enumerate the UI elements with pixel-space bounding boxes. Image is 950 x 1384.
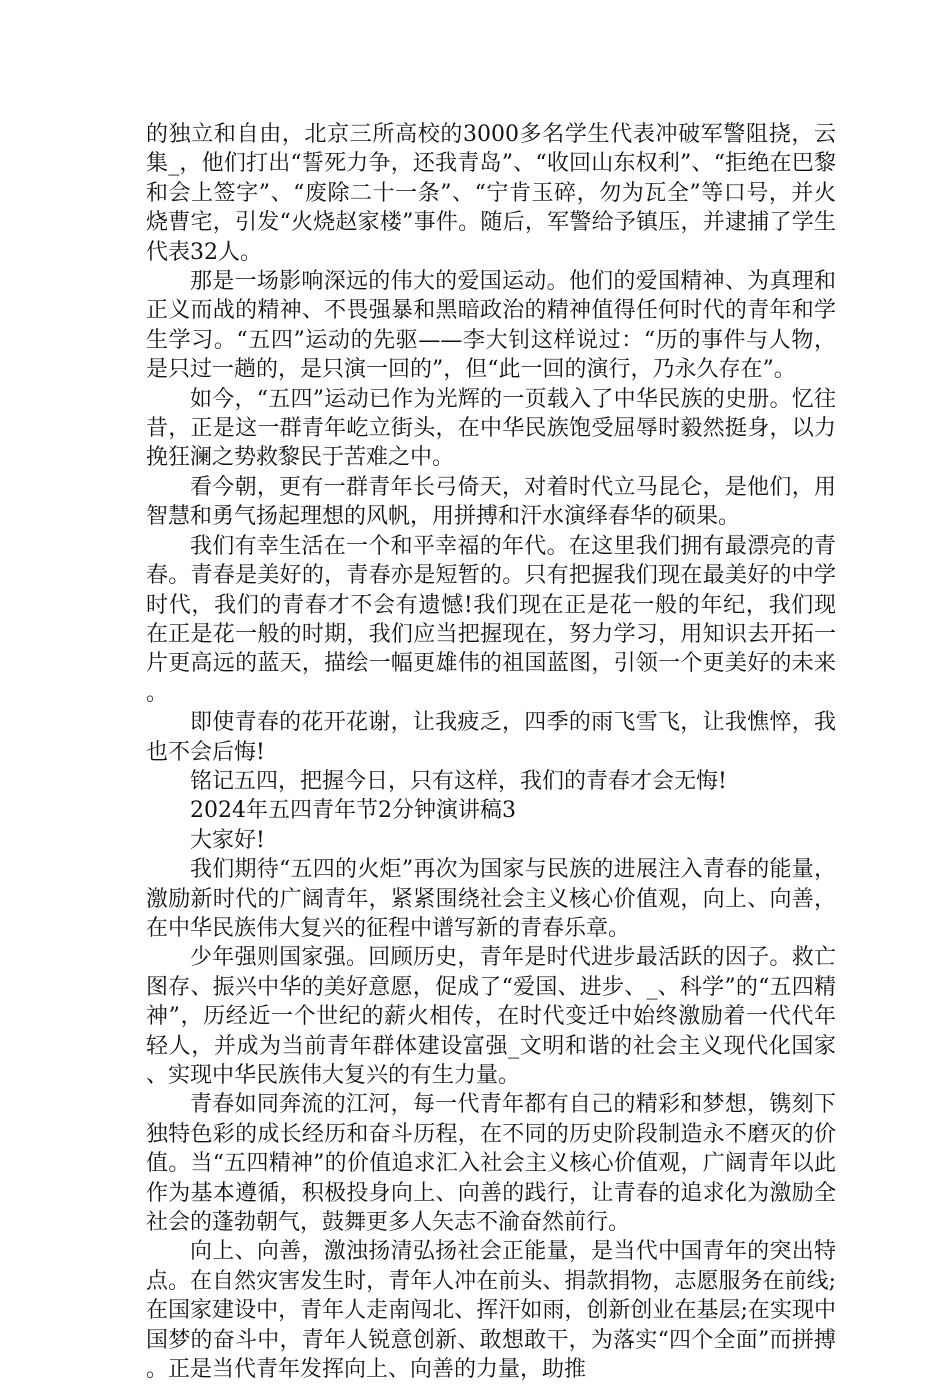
greeting: 大家好!	[190, 827, 265, 853]
document-body	[146, 120, 836, 1384]
paragraph: 的独立和自由，北京三所高校的3000多名学生代表冲破军警阻挠，云集_，他们打出“誓死力争，还我青岛”、“收回山东权利”、“拒绝在巴黎和会上签字”、“废除二十一条”、“宁肯玉碎，勿为瓦全”等口号，并火烧曹宅，引发“火烧赵家楼”事件。随后，军警给予镇压，并逮捕了学生代表32人。	[146, 122, 836, 265]
paragraph: 看今朝，更有一群青年长弓倚天，对着时代立马昆仑，是他们，用智慧和勇气扬起理想的风帆，用拼搏和汗水演绎春华的硕果。	[146, 474, 836, 530]
paragraph: 那是一场影响深远的伟大的爱国运动。他们的爱国精神、为真理和正义而战的精神、不畏强暴和黑暗政治的精神值得任何时代的青年和学生学习。“五四”运动的先驱——李大钊这样说过：“历的事件与人物，是只过一趟的，是只演一回的”，但“此一回的演行，乃永久存在”。	[146, 269, 836, 383]
paragraph: 铭记五四，把握今日，只有这样，我们的青春才会无悔!	[190, 768, 727, 794]
paragraph: 如今，“五四”运动已作为光辉的一页载入了中华民族的史册。忆往昔，正是这一群青年屹立街头，在中华民族饱受屈辱时毅然挺身，以力挽狂澜之势救黎民于苦难之中。	[146, 386, 836, 471]
paragraph: 我们期待“五四的火炬”再次为国家与民族的进展注入青春的能量，激励新时代的广阔青年，紧紧围绕社会主义核心价值观，向上、向善，在中华民族伟大复兴的征程中谱写新的青春乐章。	[146, 857, 836, 941]
paragraph: 我们有幸生活在一个和平幸福的年代。在这里我们拥有最漂亮的青春。青春是美好的，青春亦是短暂的。只有把握我们现在最美好的中学时代，我们的青春才不会有遗憾!我们现在正是花一般的年纪，我们现在正是花一般的时期，我们应当把握现在，努力学习，用知识去开拓一片更高远的蓝天，描绘一幅更雄伟的祖国蓝图，引领一个更美好的未来。	[146, 533, 836, 706]
paragraph: 少年强则国家强。回顾历史，青年是时代进步最活跃的因子。救亡图存、振兴中华的美好意愿，促成了“爱国、进步、_、科学”的“五四精神”，历经近一个世纪的薪火相传，在时代变迁中始终激励着一代代年轻人，并成为当前青年群体建设富强_文明和谐的社会主义现代化国家、实现中华民族伟大复兴的有生力量。	[146, 945, 836, 1088]
paragraph: 青春如同奔流的江河，每一代青年都有自己的精彩和梦想，镌刻下独特色彩的成长经历和奋斗历程，在不同的历史阶段制造永不磨灭的价值。当“五四精神”的价值追求汇入社会主义核心价值观，广阔青年以此作为基本遵循，积极投身向上、向善的践行，让青春的追求化为激励全社会的蓬勃朝气，鼓舞更多人矢志不渝奋然前行。	[146, 1092, 836, 1236]
paragraph: 向上、向善，激浊扬清弘扬社会正能量，是当代中国青年的突出特点。在自然灾害发生时，青年人冲在前头、捐款捐物，志愿服务在前线;在国家建设中，青年人走南闯北、挥汗如雨，创新创业在基层;在实现中国梦的奋斗中，青年人锐意创新、敢想敢干，为落实“四个全面”而拼搏。正是当代青年发挥向上、向善的力量，助推	[146, 1239, 836, 1383]
paragraph: 即使青春的花开花谢，让我疲乏，四季的雨飞雪飞，让我憔悴，我也不会后悔!	[146, 710, 836, 765]
section-title: 2024年五四青年节2分钟演讲稿3	[190, 798, 516, 824]
